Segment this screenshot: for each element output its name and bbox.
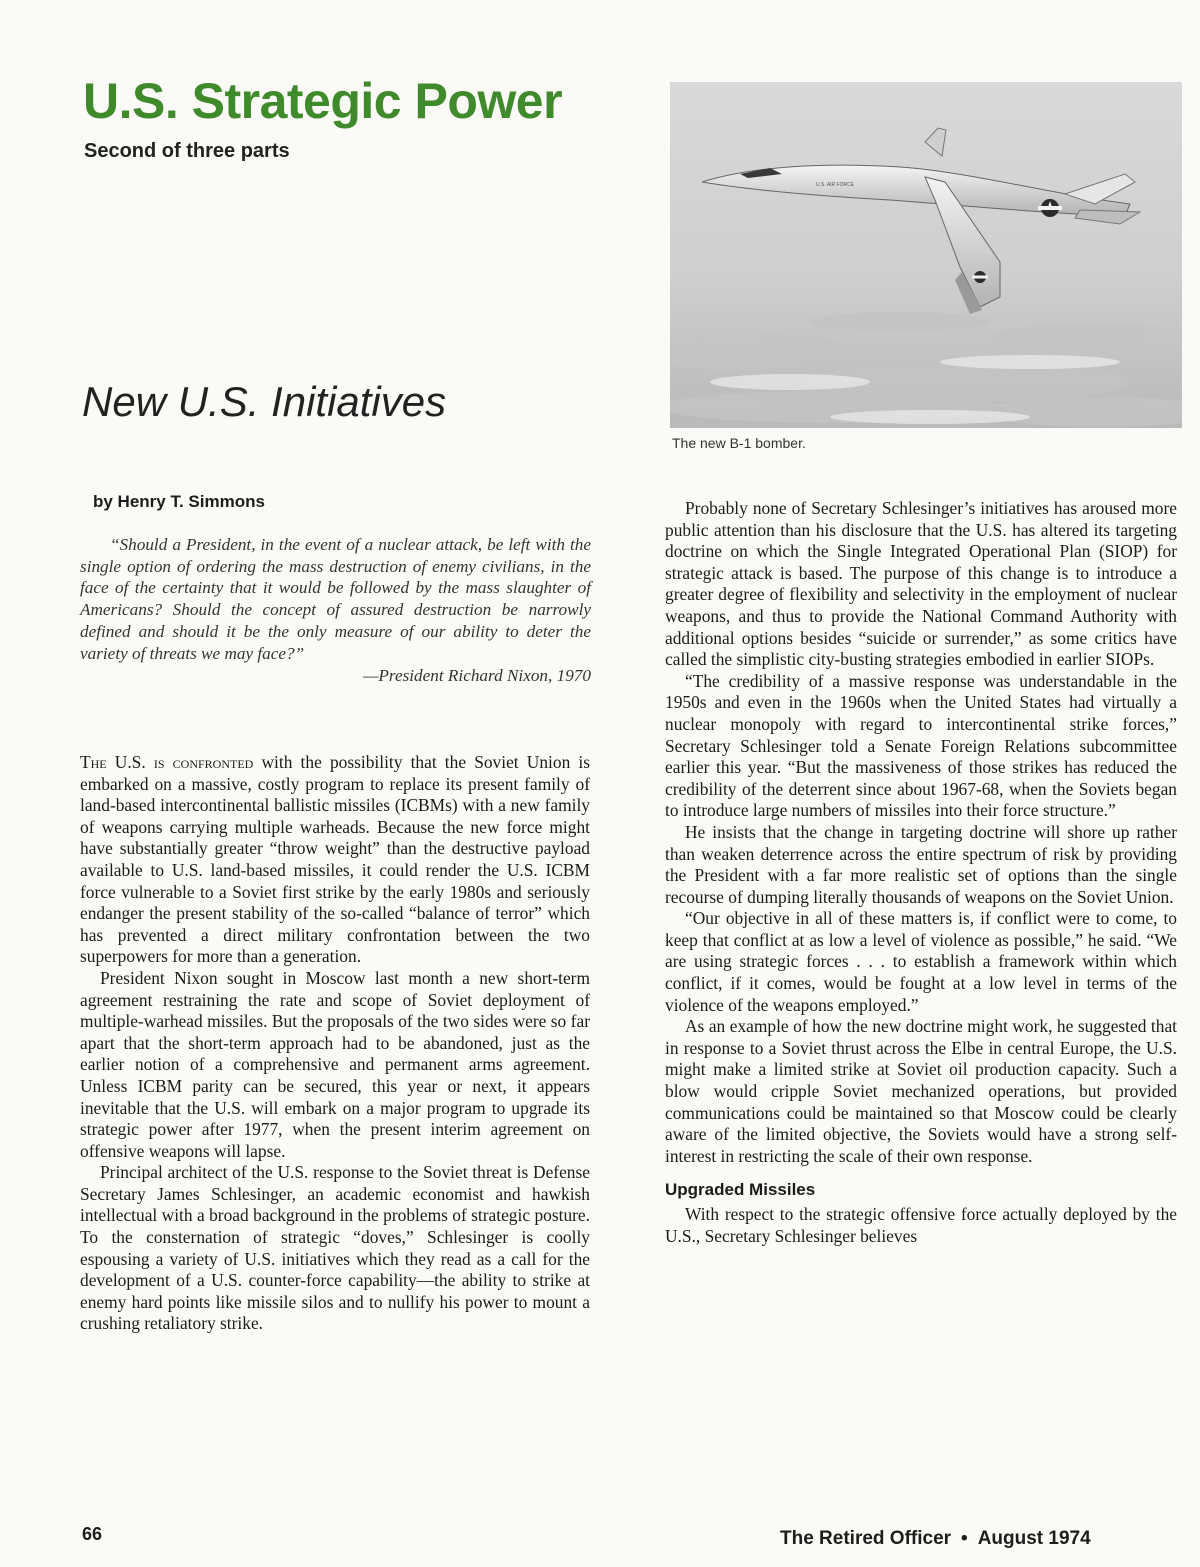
left-paragraph-3: Principal architect of the U.S. response to the Soviet threat is Defense Secretary James Schlesinger, an academic economist and hawkish intellectual with a broad background in the problems of strategic posture. To the consternation of strategic “doves,” Schlesinger is coolly espousing a variety of U.S. initiatives which they read as a call for the development of a U.S. counter-force capability—the ability to strike at enemy hard points like missile silos and to nullify his power to mount a crushing retaliatory strike. bbox=[80, 1162, 590, 1334]
issue-date: August 1974 bbox=[977, 1528, 1091, 1549]
photo-caption: The new B-1 bomber. bbox=[672, 435, 806, 451]
publication-name: The Retired Officer bbox=[780, 1528, 952, 1549]
right-paragraph-4: “Our objective in all of these matters is, if conflict were to come, to keep that conflict at as low a level of violence as possible,” he said. “We are using strategic forces . . . to establish a framework within which conflict, if it comes, would be fought at a low level in terms of the violence of the weapons employed.” bbox=[665, 908, 1177, 1015]
footer-separator: • bbox=[961, 1528, 968, 1549]
left-column bbox=[80, 752, 590, 1335]
article-subtitle: Second of three parts bbox=[84, 140, 290, 162]
right-paragraph-6: With respect to the strategic offensive force actually deployed by the U.S., Secretary Schlesinger believes bbox=[665, 1204, 1177, 1246]
right-paragraph-1: Probably none of Secretary Schlesinger’s initiatives has aroused more public attention than his disclosure that the U.S. has altered its targeting doctrine on which the Single Integrated Operational Plan (SIOP) for strategic attack is based. The purpose of this change is to introduce a greater degree of flexibility and selectivity in the employment of nuclear weapons, and thus to provide the National Command Authority with additional options besides “suicide or surrender,” as some critics have called the simplistic city-busting strategies embodied in earlier SIOPs. bbox=[665, 498, 1177, 670]
publication-footer bbox=[780, 1528, 1091, 1550]
right-column bbox=[665, 498, 1177, 1247]
epigraph-quote: “Should a President, in the event of a nuclear attack, be left with the single option of ordering the mass destruction of enemy civilians, in the face of the certainty that it would be followed by the mass slaughter of Americans? Should the concept of assured destruction be narrowly defined and should it be the only measure of our ability to deter the variety of threats we may face?” bbox=[80, 535, 591, 663]
right-paragraph-5: As an example of how the new doctrine might work, he suggested that in response to a Soviet thrust across the Elbe in central Europe, the U.S. might make a limited strike at Soviet oil production capacity. Such a blow would cripple Soviet mechanized operations, but provided communications could be maintained so that Moscow could be clearly aware of the limited objective, the Soviets would have a strong self-interest in restricting the scale of their own response. bbox=[665, 1016, 1177, 1166]
page-number: 66 bbox=[82, 1524, 103, 1544]
b1-bomber-photo bbox=[670, 82, 1182, 428]
epigraph-attribution: —President Richard Nixon, 1970 bbox=[363, 666, 591, 686]
lead-in: The U.S. is confronted bbox=[80, 752, 254, 772]
epigraph bbox=[80, 534, 591, 687]
right-paragraph-3: He insists that the change in targeting doctrine will shore up rather than weaken deterrence across the entire spectrum of risk by providing the President with a far more realistic set of options than the single recourse of dumping literally thousands of weapons on the Soviet Union. bbox=[665, 821, 1177, 907]
right-paragraph-2: “The credibility of a massive response was understandable in the 1950s and even in the 1960s when the United States had virtually a nuclear monopoly with regard to intercontinental strike forces,” Secretary Schlesinger told a Senate Foreign Relations subcommittee earlier this year. “But the massiveness of those strikes has reduced the credibility of the deterrent since about 1967-68, when the Soviets began to introduce large numbers of missiles into their force structure.” bbox=[665, 670, 1177, 821]
byline: by Henry T. Simmons bbox=[93, 492, 265, 511]
left-paragraph-1: The U.S. is confronted with the possibility that the Soviet Union is embarked on a massive, costly program to replace its present family of land-based intercontinental ballistic missiles (ICBMs) with a new family of weapons carrying multiple warheads. Because the new force might have substantially greater “throw weight” than the destructive payload available to U.S. land-based missiles, it could render the U.S. ICBM force vulnerable to a Soviet first strike by the early 1980s and seriously endanger the present stability of the so-called “balance of terror” which has prevented a direct military confrontation between the two superpowers for more than a generation. bbox=[80, 752, 591, 967]
left-paragraph-2: President Nixon sought in Moscow last month a new short-term agreement restraining the rate and scope of Soviet deployment of multiple-warhead missiles. But the proposals of the two sides were so far apart that the short-term approach had to be abandoned, just as the earlier notion of a comprehensive and permanent arms agreement. Unless ICBM parity can be secured, this year or next, it appears inevitable that the U.S. will embark on a major program to upgrade its strategic power after 1977, when the present interim agreement on offensive weapons will lapse. bbox=[80, 967, 590, 1161]
article-title: U.S. Strategic Power bbox=[83, 73, 563, 129]
bomber-illustration bbox=[670, 82, 1182, 428]
aircraft-markings: U.S. AIR FORCE bbox=[816, 182, 855, 188]
subhead-upgraded-missiles: Upgraded Missiles bbox=[665, 1180, 816, 1200]
section-title: New U.S. Initiatives bbox=[82, 378, 447, 425]
